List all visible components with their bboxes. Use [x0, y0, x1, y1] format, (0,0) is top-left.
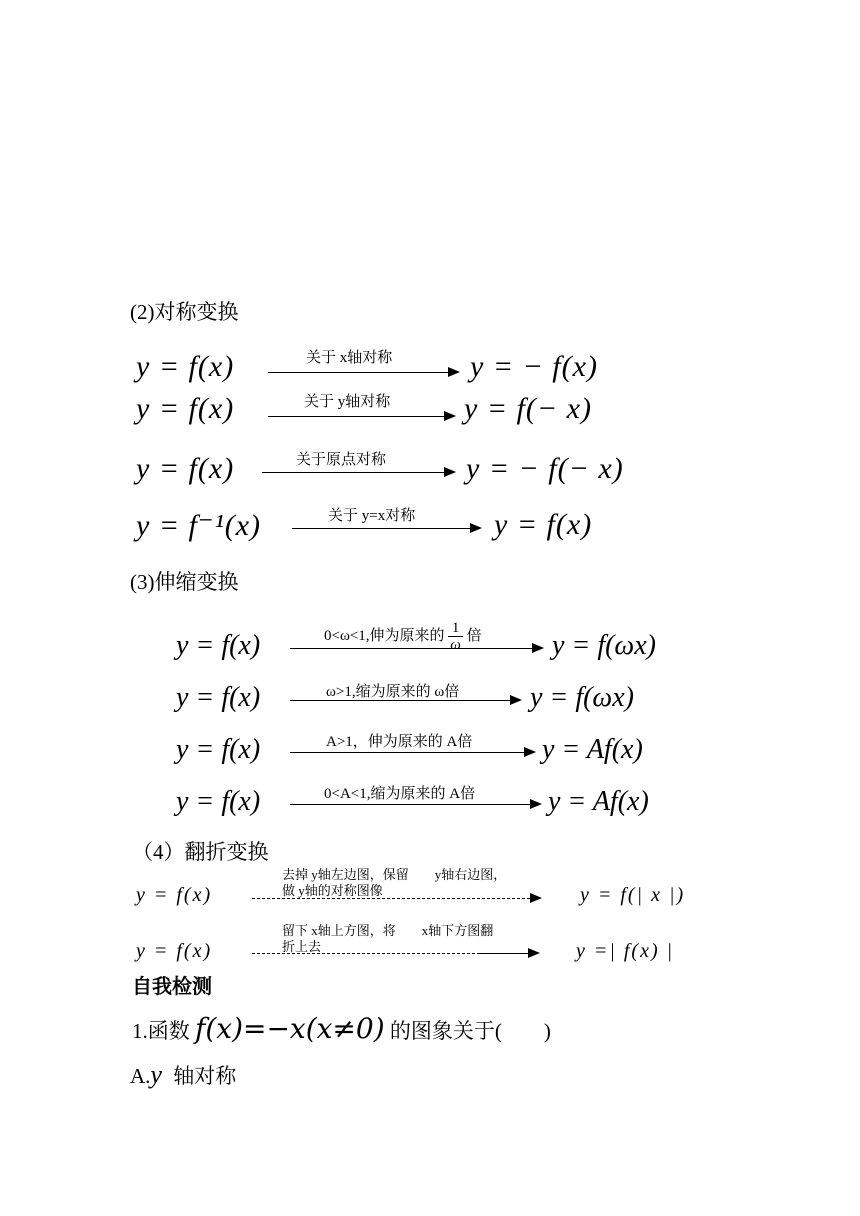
- rule-left: y = f⁻¹(x): [136, 509, 262, 542]
- arrow: [268, 394, 458, 432]
- arrow: [292, 508, 484, 544]
- arrow: [290, 786, 544, 826]
- rule-left: y = f(x): [176, 682, 261, 713]
- arrow: [290, 620, 546, 670]
- arrow: [252, 920, 562, 960]
- arrow-label-top: 留下 x轴上方图，将 x轴下方图翻: [282, 923, 494, 938]
- rule-right: y = f(| x |): [580, 884, 686, 906]
- question-formula: f(x)=−x(x≠0): [195, 1012, 385, 1045]
- rule-right: y = Af(x): [548, 786, 649, 817]
- arrow-label: ω>1,缩为原来的 ω倍: [326, 684, 460, 700]
- rule-left: y = f(x): [136, 452, 235, 485]
- arrow-label: 关于 y轴对称: [304, 394, 391, 410]
- arrow: [290, 684, 524, 722]
- rule-left: y = f(x): [176, 630, 261, 661]
- arrow-label: 0<ω<1,伸为原来的 $\frac{1}{\omega}$ 倍: [324, 620, 482, 653]
- section-heading-selfcheck: 自我检测: [132, 974, 212, 998]
- fraction: $\frac{1}{\omega}$: [450, 620, 461, 653]
- rule-right: y = Af(x): [542, 734, 643, 765]
- rule-right: y = − f(x): [470, 350, 598, 383]
- arrow: [268, 350, 460, 388]
- arrow-label-top: 去掉 y轴左边图，保留 y轴右边图，: [282, 867, 507, 882]
- rule-right: y = − f(− x): [466, 452, 624, 485]
- arrow: [262, 452, 458, 488]
- rule-right: y = f(− x): [464, 392, 592, 425]
- rule-left: y = f(x): [176, 786, 261, 817]
- arrow-label-bottom: 做 y轴的对称图像: [282, 883, 383, 898]
- rule-left: y = f(x): [176, 734, 261, 765]
- rule-left: y = f(x): [136, 940, 213, 962]
- rule-left: y = f(x): [136, 884, 213, 906]
- section-heading-flip: （4）翻折变换: [132, 840, 269, 864]
- arrow-label: A>1，伸为原来的 A倍: [326, 734, 473, 750]
- question-text: 1.函数 f(x)=−x(x≠0) 的图象关于( ): [132, 1012, 551, 1045]
- section-heading-stretch: (3)伸缩变换: [130, 570, 239, 594]
- arrow-label: 关于原点对称: [296, 452, 387, 468]
- arrow: [252, 864, 570, 904]
- arrow: [290, 734, 538, 774]
- rule-right: y =| f(x) |: [576, 940, 675, 962]
- section-heading-symmetric: (2)对称变换: [130, 300, 239, 324]
- arrow-label: 关于 x轴对称: [306, 350, 393, 366]
- rule-right: y = f(x): [494, 508, 593, 541]
- rule-right: y = f(ωx): [530, 682, 634, 713]
- option-a[interactable]: A.y 轴对称: [130, 1060, 237, 1089]
- arrow-label-bottom: 折上去: [282, 939, 322, 954]
- rule-left: y = f(x): [136, 392, 235, 425]
- arrow-label: 0<A<1,缩为原来的 A倍: [324, 786, 476, 802]
- rule-right: y = f(ωx): [552, 630, 656, 661]
- arrow-label: 关于 y=x对称: [328, 508, 416, 524]
- rule-left: y = f(x): [136, 350, 235, 383]
